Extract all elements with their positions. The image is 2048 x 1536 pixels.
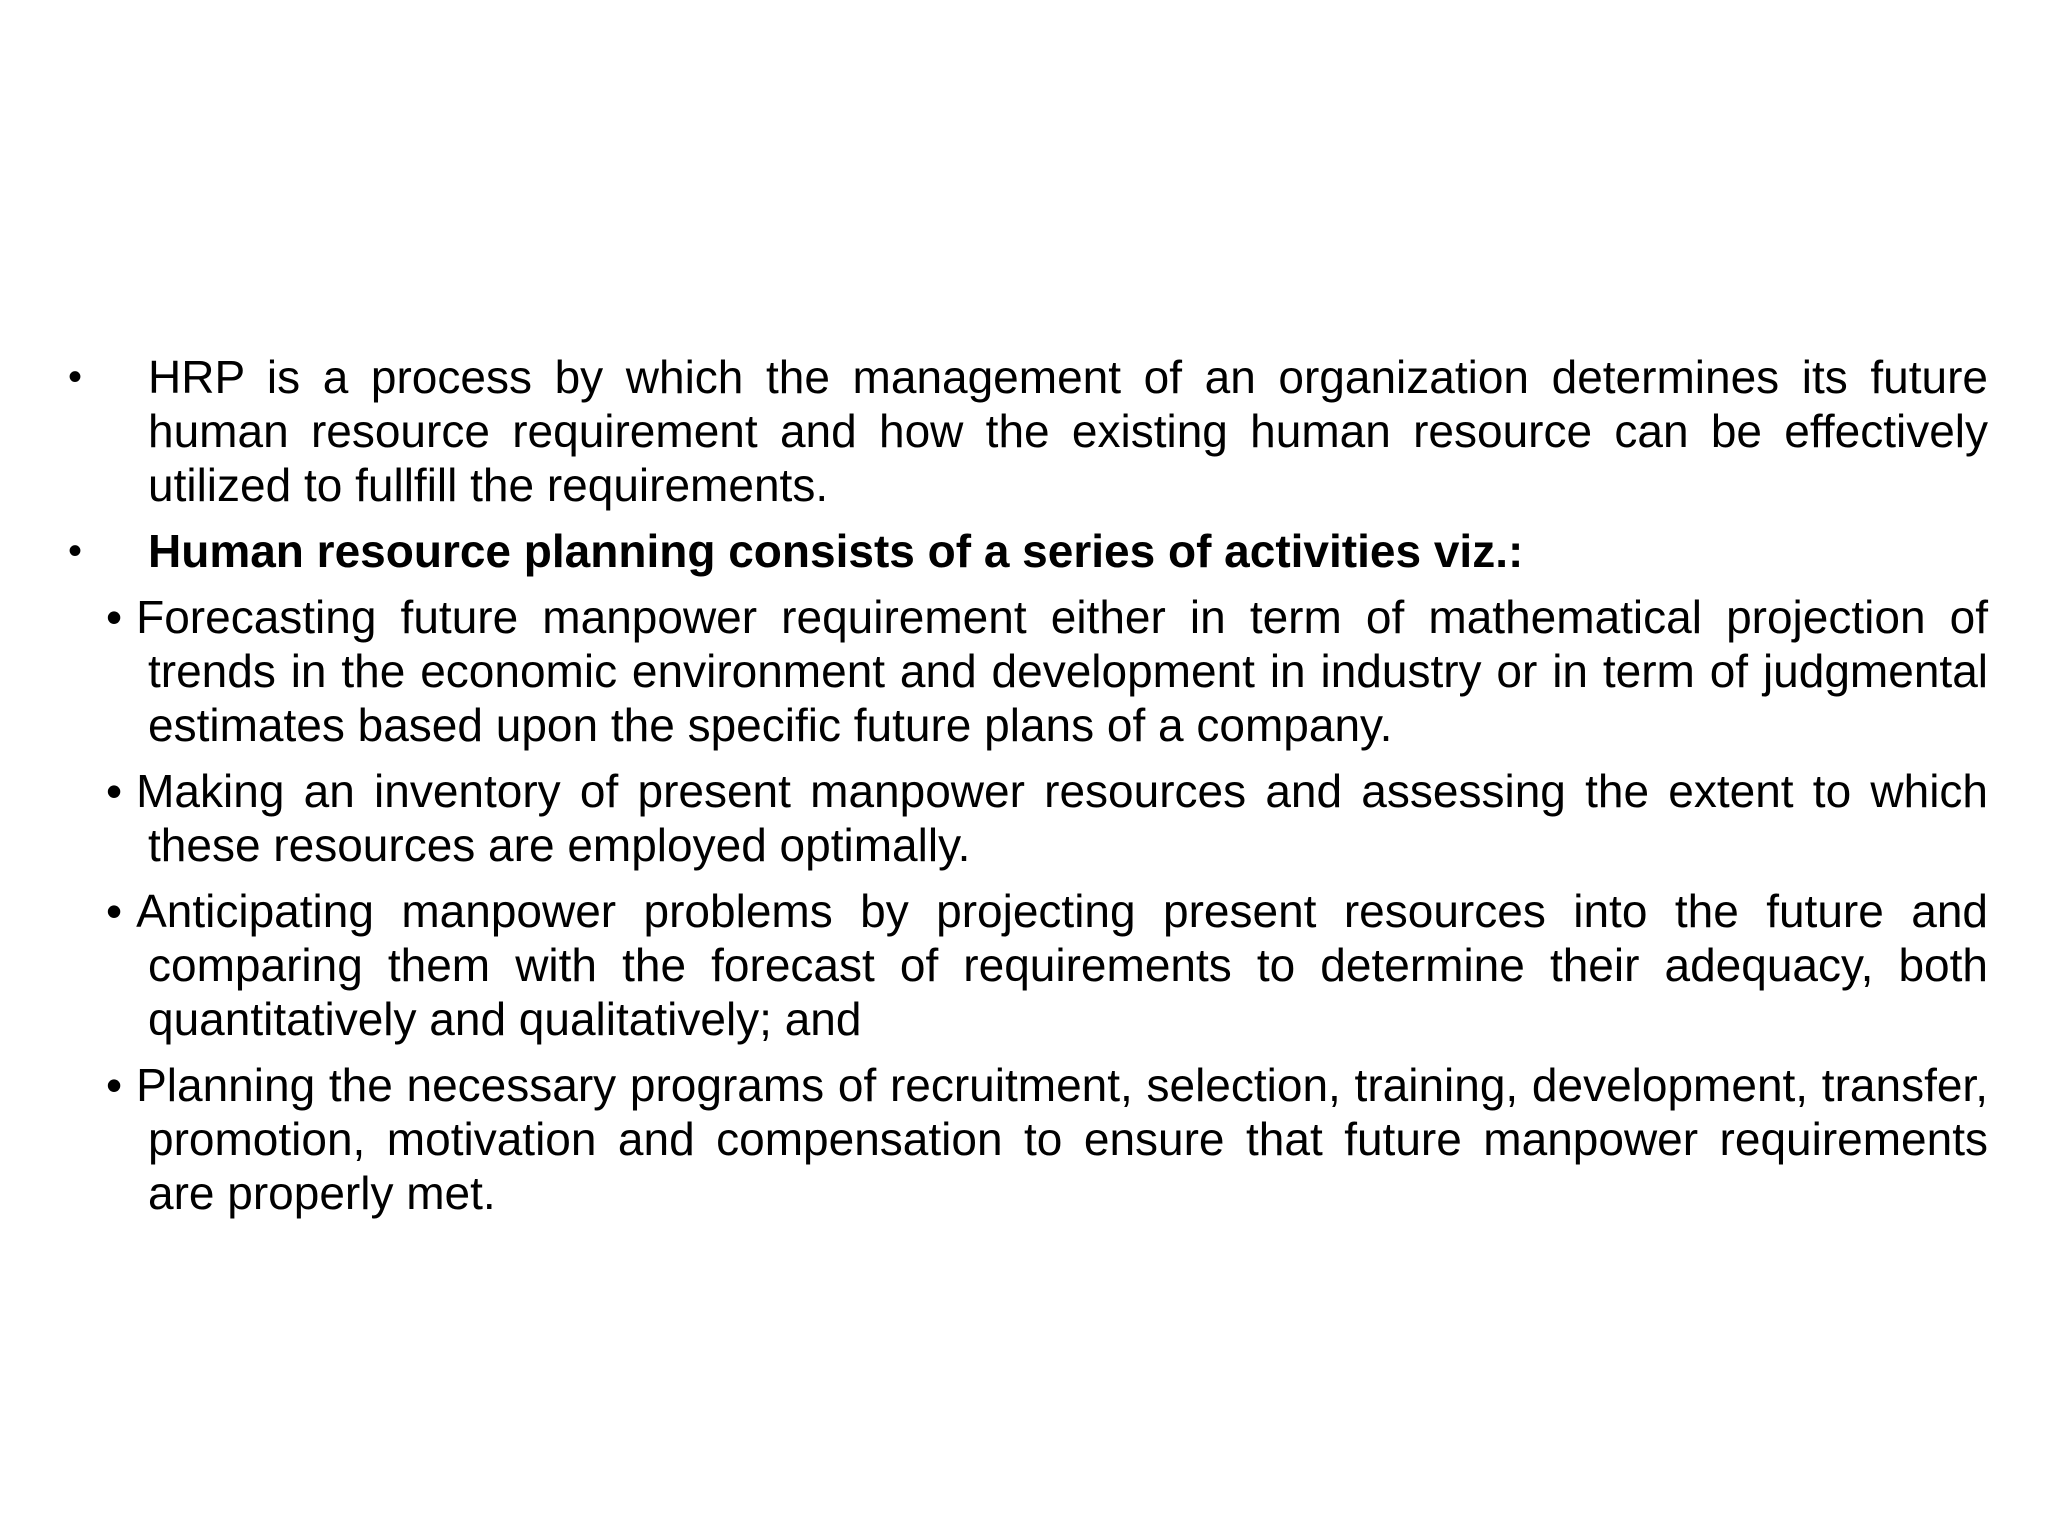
sub-bullet-planning: [68, 1058, 1988, 1220]
bullet-item-hrp-definition: [68, 350, 1988, 512]
sub-bullet-marker: •: [106, 1059, 123, 1111]
bullet-marker: •: [68, 355, 83, 399]
sub-bullet-forecasting: [68, 590, 1988, 752]
sub-bullet-anticipating: [68, 884, 1988, 1046]
slide-content: [68, 350, 1988, 1232]
sub-bullet-text: Making an inventory of present manpower resources and assessing the extent to which these resources are employed optimally.: [136, 765, 1988, 871]
bullet-text: HRP is a process by which the management of an organization determines its future human resource requirement and how the existing human resource can be effectively utilized to fullfill the requirements.: [148, 351, 1988, 511]
sub-bullet-text: Forecasting future manpower requirement either in term of mathematical projection of trends in the economic environment and development in industry or in term of judgmental estimates based upon the specific future plans of a company.: [136, 591, 1988, 751]
bullet-item-activities-heading: [68, 524, 1988, 578]
bullet-marker: •: [68, 529, 83, 573]
sub-bullet-marker: •: [106, 765, 123, 817]
sub-bullet-marker: •: [106, 591, 123, 643]
sub-bullet-text: Planning the necessary programs of recruitment, selection, training, development, transfer, promotion, motivation and compensation to ensure that future manpower requirements are properly met.: [136, 1059, 1988, 1219]
sub-bullet-text: Anticipating manpower problems by projecting present resources into the future and comparing them with the forecast of requirements to determine their adequacy, both quantitatively and qualitatively; and: [136, 885, 1988, 1045]
sub-bullet-inventory: [68, 764, 1988, 872]
sub-bullet-marker: •: [106, 885, 123, 937]
bullet-text: Human resource planning consists of a series of activities viz.:: [148, 525, 1524, 577]
